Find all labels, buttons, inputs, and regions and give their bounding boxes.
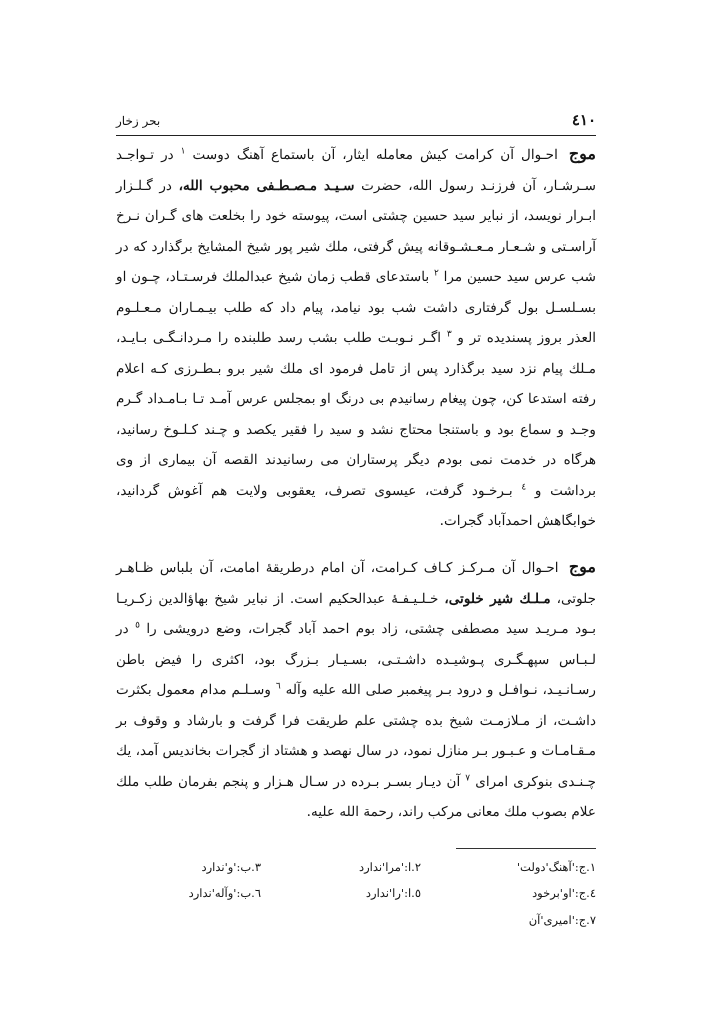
header-divider	[116, 135, 596, 136]
paragraph-text: احـوال آن کرامت کیش معامله ایثار، آن باستماع آهنگ دوست	[192, 147, 558, 163]
footnote-6: ٦.ب:'وآله'ندارد	[188, 886, 261, 900]
page-header	[116, 111, 596, 133]
footnote-ref[interactable]: ٦	[275, 681, 281, 692]
paragraph-text: باستدعای قطب زمان شیخ عبدالملك فرسـتـاد، چـون او بسـلسـل بول گرفتاری داشت شب بود نیامد، پیام داد که طلب بیـمـاران مـعـلـوم العذر بروز پسندیده تر و	[116, 269, 597, 346]
paragraph-lead-word: موج	[568, 144, 596, 163]
running-title: بحر زخار	[116, 114, 161, 128]
paragraph-text: اگـر نـوبـت طلب بشب رسد طلبنده را مـردانـگـی بـایـد، مـلك پیام نزد سید برگذارد پس از تامل فرمود ای ملك شیر برو بـطـرزی کـه اعلام رفته استدعا کن، چون پیغام رسانیدم بی درنگ او بمجلس عرس آمـد تـا بـامـداد گـرم وجـد و سماع بود و باستنجا محتاج نشد و سید را فقیر یکصد و چـند کـلـوخ رسانید، هرگاه در خدمت نمی بودم دیگر پرستاران می رسانیدند القصه آن بیماری از وی برداشت و	[116, 330, 596, 499]
footnote-divider	[456, 848, 596, 849]
paragraph-text: بـرخـود گرفت، عیسوی تصرف، یعقوبی ولایت هم آغوش گردانید، خوابگاهش احمدآباد گجرات.	[116, 482, 596, 529]
footnote-1: ١.ج:'آهنگ'دولت'	[516, 860, 596, 874]
page-number: ٤١٠	[571, 111, 596, 129]
footnote-ref[interactable]: ٤	[521, 481, 527, 492]
footnote-ref[interactable]: ٣	[446, 329, 452, 340]
footnote-5: ٥.ا:'را'ندارد	[365, 886, 421, 900]
paragraph-text: در لـبـاس سپهـگـری پـوشیـده داشـتـی، بسـیـار بـزرگ بود، اکثری را فیض باطن رسـانـیـد، نـوافـل و درود بـر پیغمبر صلی الله علیه وآله	[116, 621, 596, 698]
paragraph-text: آن دیـار بسـر بـرده در سـال هـزار و پنجم بفرمان طلب ملك علام بصوب ملك معانی مرکب راند، رحمة الله علیه.	[116, 773, 596, 820]
paragraph-text: خـلـیـفـهٔ عبدالحکیم است. از نبایر شیخ بهاؤالدین زکـریـا بـود مـریـد سید مصطفی چشتی، زاد بوم احمد آباد گجرات، وضع درویشی را	[116, 590, 596, 637]
paragraph-text: در گـلـزار ابـرار نویسد، از نبایر سید حسین چشتی است، پیوسته خود را بخلعت های گـران نـرخ آراسـتی و شـعـار مـعـشـوقانه پیش گرفتی، ملك شیر پور شیخ المشایخ برگذارد که در شب عرس سید حسین مرا	[116, 177, 596, 285]
footnote-ref[interactable]: ٢	[434, 268, 439, 279]
person-name: سـیـد مـصـطـفی محبوب الله،	[178, 177, 355, 194]
paragraph-1	[116, 139, 596, 537]
footnote-7: ٧.ج:'امیری'آن	[528, 913, 596, 927]
footnote-ref[interactable]: ١	[180, 146, 186, 157]
footnote-2: ٢.ا:'مرا'ندارد	[358, 860, 421, 874]
paragraph-text: احـوال آن مـرکـز کـاف کـرامت، آن امام درطریقهٔ امامت، آن بلباس ظـاهـر جلوتی،	[116, 560, 597, 607]
footnote-4: ٤.ج:'او'برخود	[532, 886, 596, 900]
paragraph-2	[116, 552, 596, 828]
paragraph-text: در تـواجـد سـرشـار، آن فرزنـد رسول الله، حضرت	[116, 147, 596, 194]
paragraph-lead-word: موج	[568, 557, 596, 576]
paragraph-text: وسـلـم مدام معمول بکثرت داشـت، از مـلازمـت شیخ بده چشتی علم طریقت فرا گرفت و بارشاد و وقوف بر مـقـامـات و عـبـور بـر منازل نمود، در سال نهصد و هشتاد از گجرات بخاندیس آمد، یك چـنـدی بنوکری امرای	[116, 682, 596, 790]
person-name: مـلـك شیر خلوتی،	[444, 590, 551, 607]
footnote-ref[interactable]: ٥	[135, 620, 140, 631]
footnote-3: ٣.ب:'و'ندارد	[201, 860, 261, 874]
footnote-ref[interactable]: ٧	[465, 772, 471, 783]
